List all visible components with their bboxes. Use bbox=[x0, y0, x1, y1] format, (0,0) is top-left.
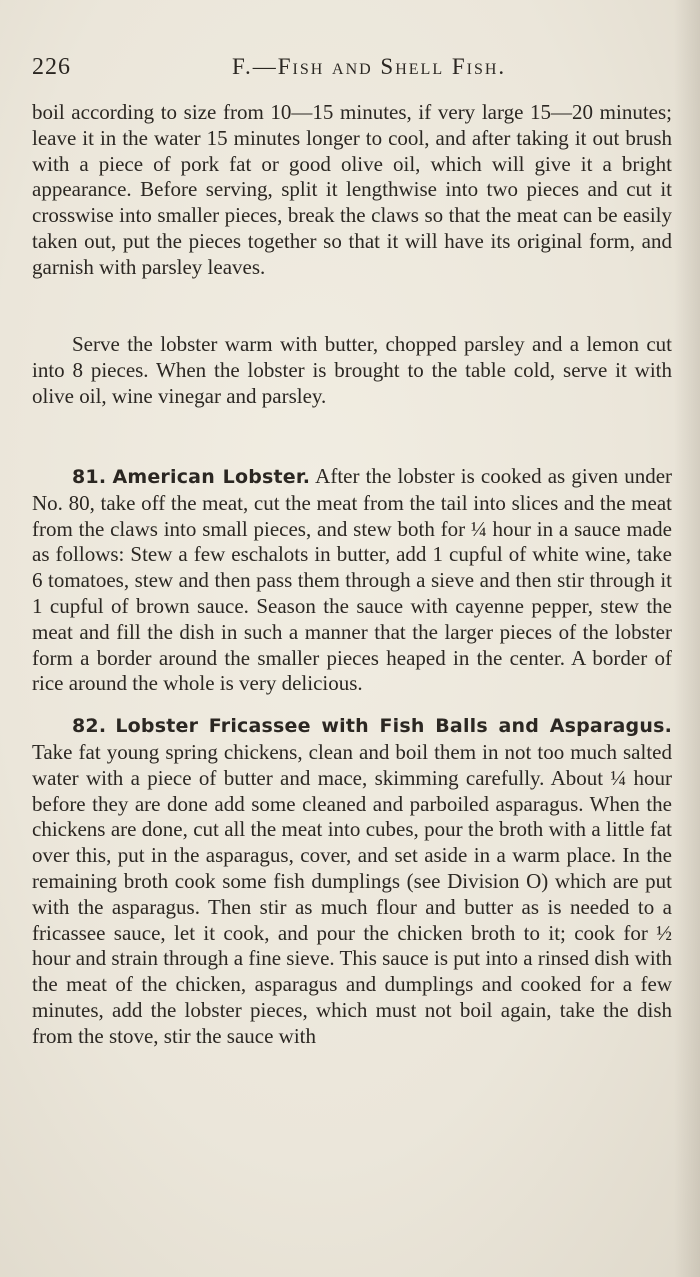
page-number: 226 bbox=[32, 54, 71, 80]
recipe-81 bbox=[32, 464, 672, 697]
recipe-title: American Lobster. bbox=[112, 466, 311, 488]
recipe-number: 82. bbox=[72, 715, 107, 738]
running-head: F.—Fish and Shell Fish. bbox=[232, 54, 507, 79]
page-body bbox=[32, 100, 672, 1050]
serving-paragraph: Serve the lobster warm with butter, chopped parsley and a lemon cut into 8 pieces. When the lobster is brought to the table cold, serve it with olive oil, wine vinegar and parsley. bbox=[32, 332, 672, 408]
continued-paragraph: boil according to size from 10—15 minutes, if very large 15—20 minutes; leave it in the water 15 minutes longer to cool, and after taking it out brush with a piece of pork fat or good olive oil, which will give it a bright appearance. Before serving, split it lengthwise into two pieces and cut it crosswise into smaller pieces, break the claws so that the meat can be easily taken out, put the pieces together so that it will have its original form, and garnish with parsley leaves. bbox=[32, 100, 672, 279]
recipe-82 bbox=[32, 713, 672, 1049]
page-header bbox=[32, 54, 662, 84]
recipe-number: 81. bbox=[72, 466, 107, 488]
page-edge-shadow bbox=[674, 0, 700, 1277]
recipe-title: Lobster Fricassee with Fish Balls and Asparagus. bbox=[115, 715, 672, 738]
recipe-text: After the lobster is cooked as given under No. 80, take off the meat, cut the meat from the tail into slices and the meat from the claws into small pieces, and stew both for ¼ hour in a sauce made as follows: Stew a few eschalots in butter, add 1 cupful of white wine, take 6 tomatoes, stew and then pass them through a sieve and then stir through it 1 cupful of brown sauce. Season the sauce with cayenne pepper, stew the meat and fill the dish in such a manner that the larger pieces of the lobster form a border around the smaller pieces heaped in the center. A border of rice around the whole is very delicious. bbox=[32, 464, 673, 696]
recipe-text: Take fat young spring chickens, clean and boil them in not too much salted water with a piece of butter and mace, skimming carefully. About ¼ hour before they are done add some cleaned and parboiled asparagus. When the chickens are done, cut all the meat into cubes, pour the broth with a little fat over this, put in the asparagus, cover, and set aside in a warm place. In the remaining broth cook some fish dumplings (see Division O) which are put with the asparagus. Then stir as much flour and butter as is needed to a fricassee sauce, let it cook, and pour the chicken broth to it; cook for ½ hour and strain through a fine sieve. This sauce is put into a rinsed dish with the meat of the chicken, asparagus and dumplings and cooked for a few minutes, add the lobster pieces, which must not boil again, take the dish from the stove, stir the sauce with bbox=[32, 739, 672, 1048]
